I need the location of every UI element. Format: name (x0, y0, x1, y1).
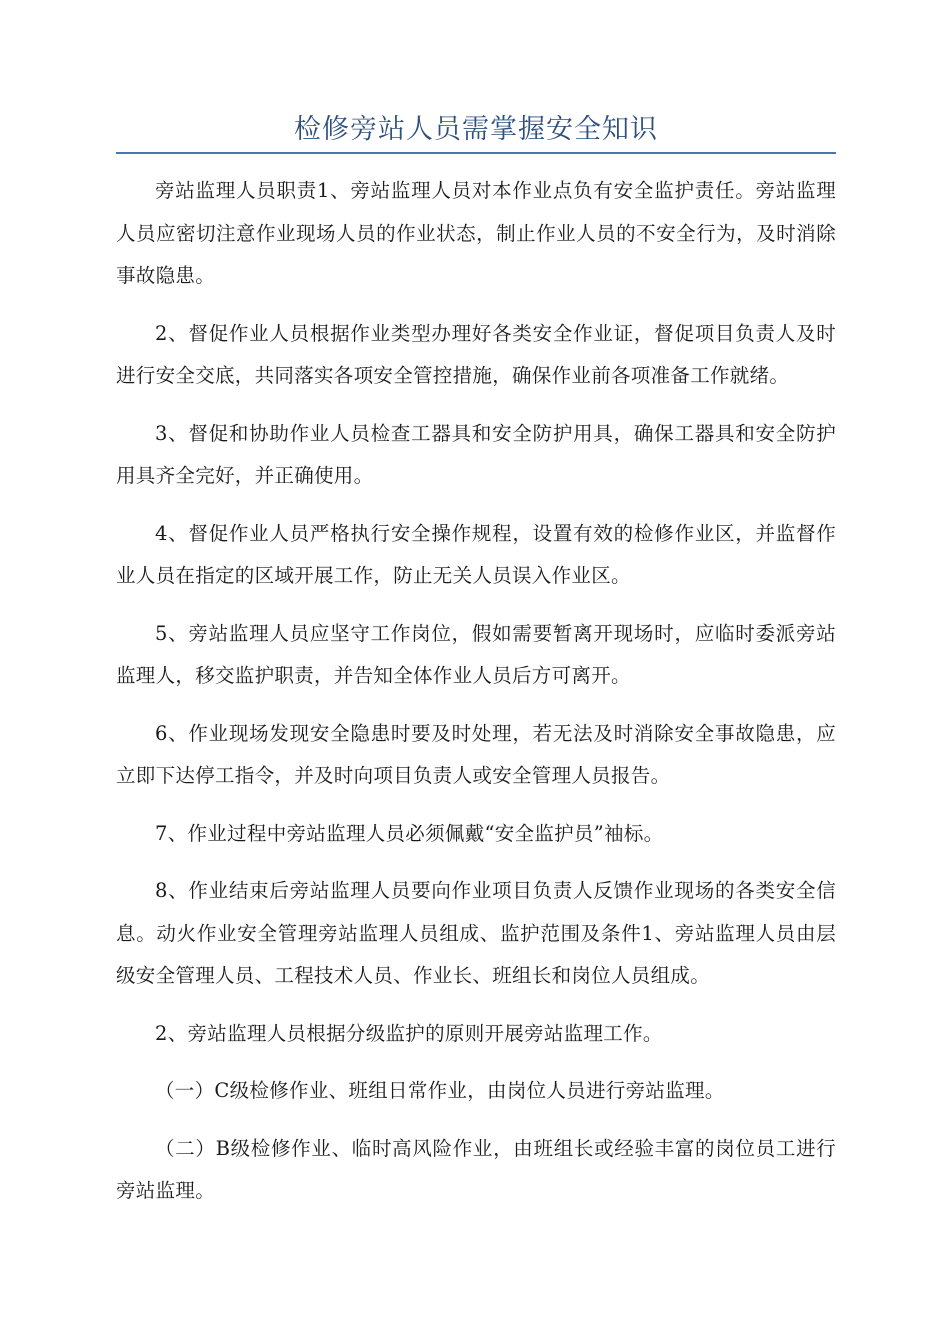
paragraph-10: （一）C级检修作业、班组日常作业，由岗位人员进行旁站监理。 (155, 1079, 725, 1102)
paragraph-8: 8、作业结束后旁站监理人员要向作业项目负责人反馈作业现场的各类安全信息。动火作业安全管理旁站监理人员组成、监护范围及条件1、旁站监理人员由层级安全管理人员、工程技术人员、作业长、班组长和岗位人员组成。 (116, 879, 836, 987)
paragraph-3: 3、督促和协助作业人员检查工器具和安全防护用具，确保工器具和安全防护用具齐全完好，并正确使用。 (116, 421, 836, 487)
paragraph-4: 4、督促作业人员严格执行安全操作规程，设置有效的检修作业区，并监督作业人员在指定的区域开展工作，防止无关人员误入作业区。 (116, 521, 836, 587)
paragraph-5: 5、旁站监理人员应坚守工作岗位，假如需要暂离开现场时，应临时委派旁站监理人，移交监护职责，并告知全体作业人员后方可离开。 (116, 621, 836, 687)
document-title: 检修旁站人员需掌握安全知识 (294, 114, 658, 145)
paragraph-7: 7、作业过程中旁站监理人员必须佩戴“安全监护员”袖标。 (155, 821, 664, 845)
paragraph-6: 6、作业现场发现安全隐患时要及时处理，若无法及时消除安全事故隐患，应立即下达停工指令，并及时向项目负责人或安全管理人员报告。 (116, 721, 836, 787)
document-body (116, 170, 836, 1228)
paragraph-2: 2、督促作业人员根据作业类型办理好各类安全作业证，督促项目负责人及时进行安全交底，共同落实各项安全管控措施，确保作业前各项准备工作就绪。 (116, 321, 836, 387)
paragraph-9: 2、旁站监理人员根据分级监护的原则开展旁站监理工作。 (155, 1021, 663, 1045)
title-underline (116, 152, 836, 154)
title-block (116, 108, 836, 154)
paragraph-11: （二）B级检修作业、临时高风险作业，由班组长或经验丰富的岗位员工进行旁站监理。 (116, 1136, 836, 1202)
paragraph-1: 旁站监理人员职责1、旁站监理人员对本作业点负有安全监护责任。旁站监理人员应密切注意作业现场人员的作业状态，制止作业人员的不安全行为，及时消除事故隐患。 (116, 179, 836, 287)
